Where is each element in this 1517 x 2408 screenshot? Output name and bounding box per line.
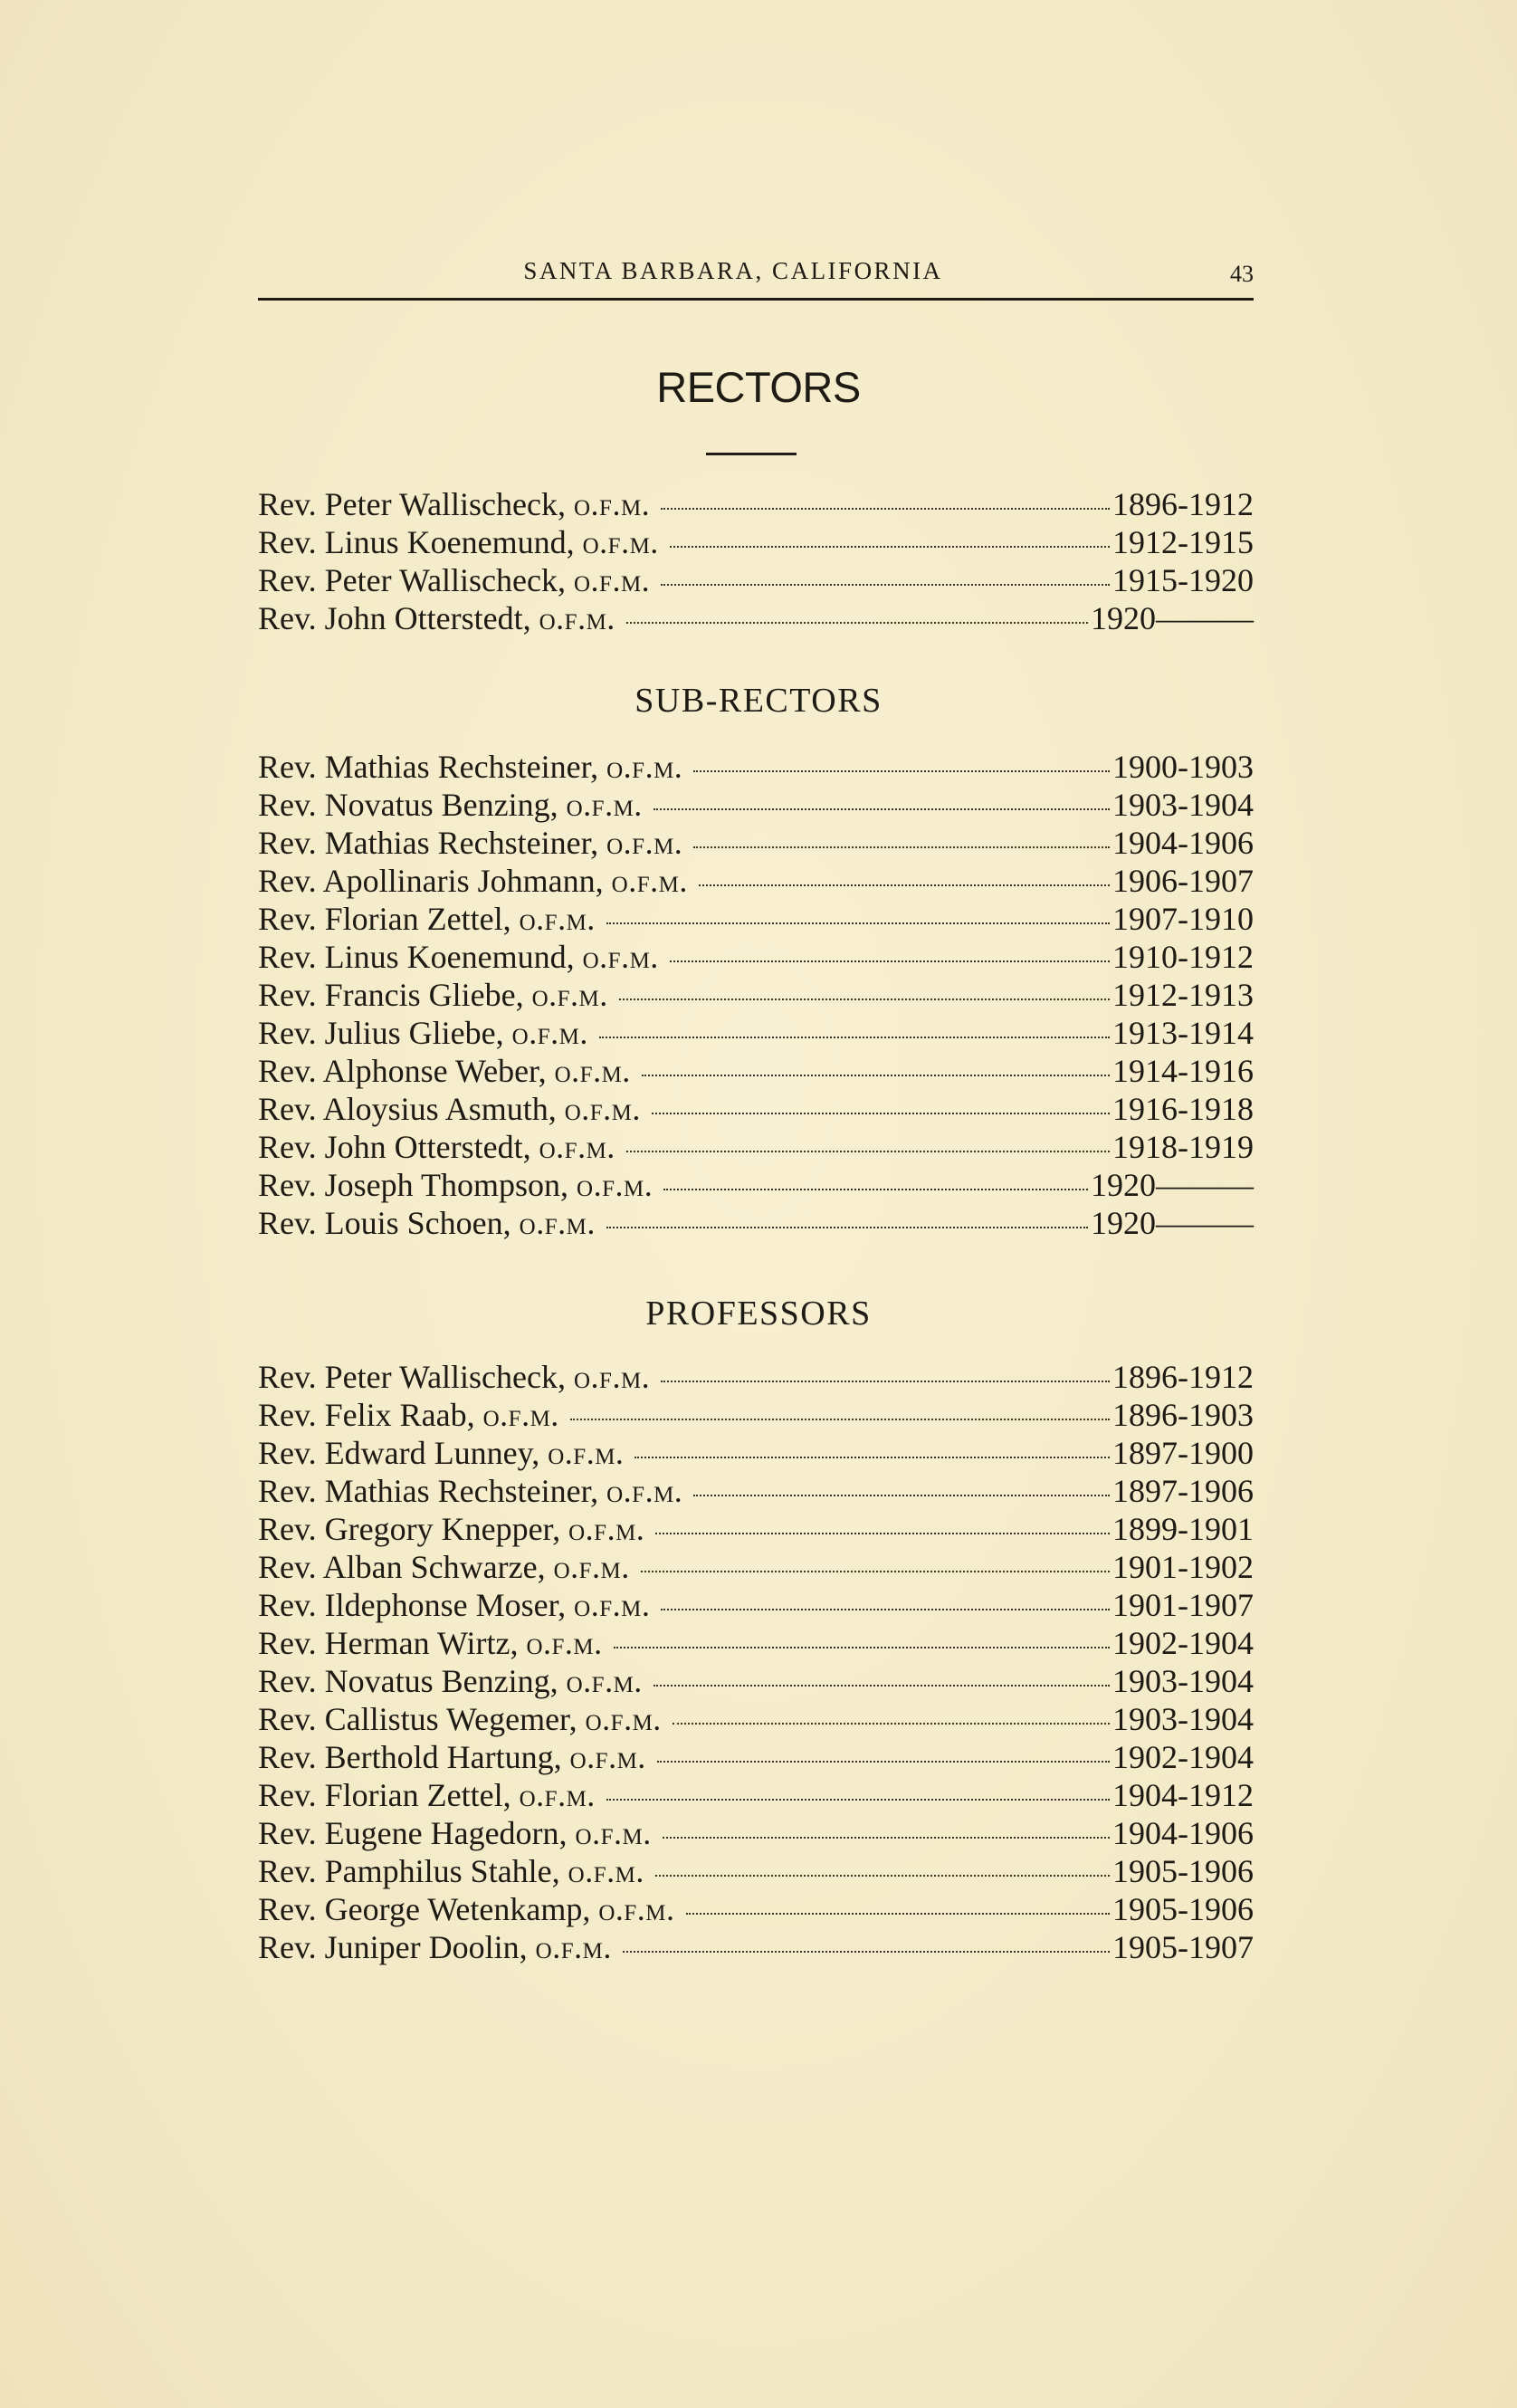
entry-name: Rev. George Wetenkamp, xyxy=(258,1891,591,1927)
dot-leader xyxy=(663,1837,1110,1839)
entry-order: o.f.m. xyxy=(606,1473,683,1509)
dot-leader xyxy=(626,622,1088,624)
entry-dates: 1904-1912 xyxy=(1112,1777,1254,1813)
page-title: RECTORS xyxy=(656,363,861,411)
entry-name: Rev. Louis Schoen, xyxy=(258,1205,511,1241)
entry-name: Rev. Novatus Benzing, xyxy=(258,787,558,823)
list-item xyxy=(258,1358,1254,1396)
list-item xyxy=(258,1128,1254,1166)
dot-leader xyxy=(606,922,1110,924)
dot-leader xyxy=(661,584,1110,586)
entry-order: o.f.m. xyxy=(582,939,659,975)
entry-name: Rev. Novatus Benzing, xyxy=(258,1663,558,1699)
entry-dates: 1916-1918 xyxy=(1112,1091,1254,1127)
entry-dates: 1897-1906 xyxy=(1112,1473,1254,1509)
entry-dates: 1903-1904 xyxy=(1112,1663,1254,1699)
title-rule xyxy=(706,453,797,455)
entry-dates: 1906-1907 xyxy=(1112,863,1254,899)
entry-order: o.f.m. xyxy=(566,1663,643,1699)
entry-dates: 1915-1920 xyxy=(1112,562,1254,598)
dot-leader xyxy=(693,846,1110,848)
entry-dates: 1904-1906 xyxy=(1112,1815,1254,1851)
list-item xyxy=(258,1548,1254,1586)
entry-name: Rev. Peter Wallischeck, xyxy=(258,562,566,598)
entry-name: Rev. Herman Wirtz, xyxy=(258,1625,519,1661)
entry-name: Rev. Mathias Rechsteiner, xyxy=(258,749,599,785)
list-item xyxy=(258,1014,1254,1052)
entry-order: o.f.m. xyxy=(519,1205,596,1241)
entry-name: Rev. Joseph Thompson, xyxy=(258,1167,569,1203)
dot-leader xyxy=(693,1495,1110,1496)
section-heading-professors: PROFESSORS xyxy=(645,1295,872,1333)
entry-dates: 1913-1914 xyxy=(1112,1015,1254,1051)
entry-order: o.f.m. xyxy=(554,1053,631,1089)
entry-dates: 1901-1902 xyxy=(1112,1549,1254,1585)
dot-leader xyxy=(661,508,1110,510)
running-header xyxy=(258,257,1254,301)
list-item xyxy=(258,1510,1254,1548)
section-heading-sub-rectors: SUB-RECTORS xyxy=(634,682,883,720)
entry-order: o.f.m. xyxy=(606,825,683,861)
dot-leader xyxy=(655,1533,1110,1534)
dot-leader xyxy=(661,1381,1110,1382)
entry-dates: 1918-1919 xyxy=(1112,1129,1254,1165)
dot-leader xyxy=(654,1685,1110,1687)
entry-order: o.f.m. xyxy=(548,1435,625,1471)
list-item xyxy=(258,1166,1254,1204)
entry-dates: 1910-1912 xyxy=(1112,939,1254,975)
list-item xyxy=(258,938,1254,976)
entry-dates: 1905-1906 xyxy=(1112,1891,1254,1927)
entry-dates: 1896-1912 xyxy=(1112,486,1254,522)
entry-name: Rev. Peter Wallischeck, xyxy=(258,486,566,522)
dot-leader xyxy=(652,1113,1110,1114)
dot-leader xyxy=(693,770,1110,772)
list-item xyxy=(258,1586,1254,1624)
entry-order: o.f.m. xyxy=(575,1815,652,1851)
list-item xyxy=(258,561,1254,599)
entry-dates: 1896-1912 xyxy=(1112,1359,1254,1395)
header-rule xyxy=(258,298,1254,301)
entry-order: o.f.m. xyxy=(577,1167,654,1203)
dot-leader xyxy=(661,1609,1110,1610)
list-item xyxy=(258,748,1254,786)
list-item xyxy=(258,1396,1254,1434)
entry-order: o.f.m. xyxy=(482,1397,559,1433)
entry-order: o.f.m. xyxy=(574,1359,651,1395)
entry-name: Rev. Aloysius Asmuth, xyxy=(258,1091,557,1127)
dot-leader xyxy=(614,1647,1110,1648)
dot-leader xyxy=(642,1075,1110,1076)
entry-order: o.f.m. xyxy=(568,1511,645,1547)
dot-leader xyxy=(623,1951,1110,1953)
entry-name: Rev. Julius Gliebe, xyxy=(258,1015,504,1051)
entry-order: o.f.m. xyxy=(564,1091,641,1127)
entry-dates: 1903-1904 xyxy=(1112,787,1254,823)
entry-name: Rev. Eugene Hagedorn, xyxy=(258,1815,568,1851)
dot-leader xyxy=(670,960,1110,962)
list-item xyxy=(258,862,1254,900)
entry-order: o.f.m. xyxy=(569,1739,646,1775)
list-item xyxy=(258,1814,1254,1852)
list-item xyxy=(258,599,1254,637)
entry-dates: 1899-1901 xyxy=(1112,1511,1254,1547)
entry-dates: 1900-1903 xyxy=(1112,749,1254,785)
list-item xyxy=(258,824,1254,862)
entry-order: o.f.m. xyxy=(539,600,615,636)
entry-dates: 1897-1900 xyxy=(1112,1435,1254,1471)
entry-order: o.f.m. xyxy=(598,1891,675,1927)
entry-name: Rev. Ildephonse Moser, xyxy=(258,1587,567,1623)
entry-name: Rev. John Otterstedt, xyxy=(258,1129,531,1165)
entry-name: Rev. Peter Wallischeck, xyxy=(258,1359,566,1395)
entry-dates: 1920——— xyxy=(1091,1167,1254,1203)
entry-name: Rev. Gregory Knepper, xyxy=(258,1511,561,1547)
list-item xyxy=(258,1204,1254,1242)
entry-name: Rev. Linus Koenemund, xyxy=(258,939,575,975)
entry-order: o.f.m. xyxy=(511,1015,588,1051)
list-item xyxy=(258,1776,1254,1814)
list-item xyxy=(258,1472,1254,1510)
entry-name: Rev. Callistus Wegemer, xyxy=(258,1701,577,1737)
dot-leader xyxy=(626,1151,1110,1152)
entry-name: Rev. Florian Zettel, xyxy=(258,901,511,937)
entry-dates: 1912-1915 xyxy=(1112,524,1254,560)
rectors-list xyxy=(258,485,1254,637)
dot-leader xyxy=(641,1571,1110,1572)
entry-dates: 1901-1907 xyxy=(1112,1587,1254,1623)
list-item xyxy=(258,1434,1254,1472)
dot-leader xyxy=(699,884,1110,886)
entry-name: Rev. Mathias Rechsteiner, xyxy=(258,1473,599,1509)
entry-dates: 1902-1904 xyxy=(1112,1739,1254,1775)
entry-order: o.f.m. xyxy=(574,486,651,522)
entry-dates: 1896-1903 xyxy=(1112,1397,1254,1433)
entry-name: Rev. Apollinaris Johmann, xyxy=(258,863,604,899)
entry-name: Rev. John Otterstedt, xyxy=(258,600,531,636)
entry-dates: 1907-1910 xyxy=(1112,901,1254,937)
entry-name: Rev. Mathias Rechsteiner, xyxy=(258,825,599,861)
entry-dates: 1903-1904 xyxy=(1112,1701,1254,1737)
entry-order: o.f.m. xyxy=(553,1549,630,1585)
list-item xyxy=(258,1738,1254,1776)
list-item xyxy=(258,1662,1254,1700)
entry-name: Rev. Pamphilus Stahle, xyxy=(258,1853,560,1889)
list-item xyxy=(258,976,1254,1014)
entry-name: Rev. Berthold Hartung, xyxy=(258,1739,562,1775)
list-item xyxy=(258,1624,1254,1662)
entry-order: o.f.m. xyxy=(582,524,659,560)
dot-leader xyxy=(673,1723,1110,1725)
entry-dates: 1902-1904 xyxy=(1112,1625,1254,1661)
list-item xyxy=(258,900,1254,938)
dot-leader xyxy=(657,1761,1110,1763)
entry-name: Rev. Felix Raab, xyxy=(258,1397,475,1433)
entry-order: o.f.m. xyxy=(531,977,608,1013)
entry-order: o.f.m. xyxy=(535,1929,612,1965)
list-item xyxy=(258,485,1254,523)
entry-order: o.f.m. xyxy=(519,1777,596,1813)
entry-order: o.f.m. xyxy=(568,1853,644,1889)
entry-name: Rev. Edward Lunney, xyxy=(258,1435,540,1471)
list-item xyxy=(258,786,1254,824)
list-item xyxy=(258,523,1254,561)
list-item xyxy=(258,1052,1254,1090)
entry-order: o.f.m. xyxy=(566,787,643,823)
dot-leader xyxy=(619,999,1110,1000)
running-title: SANTA BARBARA, CALIFORNIA xyxy=(523,257,943,284)
list-item xyxy=(258,1852,1254,1890)
entry-order: o.f.m. xyxy=(526,1625,603,1661)
entry-dates: 1920——— xyxy=(1091,1205,1254,1241)
dot-leader xyxy=(655,1875,1110,1877)
entry-order: o.f.m. xyxy=(585,1701,662,1737)
entry-order: o.f.m. xyxy=(606,749,683,785)
dot-leader xyxy=(654,808,1110,810)
list-item xyxy=(258,1890,1254,1928)
page-number: 43 xyxy=(1230,261,1254,287)
dot-leader xyxy=(663,1189,1088,1190)
dot-leader xyxy=(570,1419,1110,1420)
entry-name: Rev. Alphonse Weber, xyxy=(258,1053,547,1089)
entry-order: o.f.m. xyxy=(611,863,688,899)
entry-name: Rev. Juniper Doolin, xyxy=(258,1929,528,1965)
list-item xyxy=(258,1928,1254,1966)
dot-leader xyxy=(686,1913,1110,1915)
dot-leader xyxy=(670,546,1110,548)
dot-leader xyxy=(599,1037,1110,1038)
entry-order: o.f.m. xyxy=(539,1129,615,1165)
entry-name: Rev. Florian Zettel, xyxy=(258,1777,511,1813)
entry-name: Rev. Linus Koenemund, xyxy=(258,524,575,560)
dot-leader xyxy=(606,1227,1088,1228)
dot-leader xyxy=(606,1799,1110,1801)
entry-dates: 1920——— xyxy=(1091,600,1254,636)
entry-order: o.f.m. xyxy=(574,1587,651,1623)
entry-name: Rev. Alban Schwarze, xyxy=(258,1549,546,1585)
sub-rectors-list xyxy=(258,748,1254,1242)
list-item xyxy=(258,1090,1254,1128)
entry-order: o.f.m. xyxy=(574,562,651,598)
entry-dates: 1914-1916 xyxy=(1112,1053,1254,1089)
entry-order: o.f.m. xyxy=(519,901,596,937)
entry-dates: 1912-1913 xyxy=(1112,977,1254,1013)
entry-dates: 1905-1907 xyxy=(1112,1929,1254,1965)
list-item xyxy=(258,1700,1254,1738)
entry-dates: 1904-1906 xyxy=(1112,825,1254,861)
dot-leader xyxy=(634,1457,1110,1458)
entry-dates: 1905-1906 xyxy=(1112,1853,1254,1889)
professors-list xyxy=(258,1358,1254,1966)
entry-name: Rev. Francis Gliebe, xyxy=(258,977,524,1013)
